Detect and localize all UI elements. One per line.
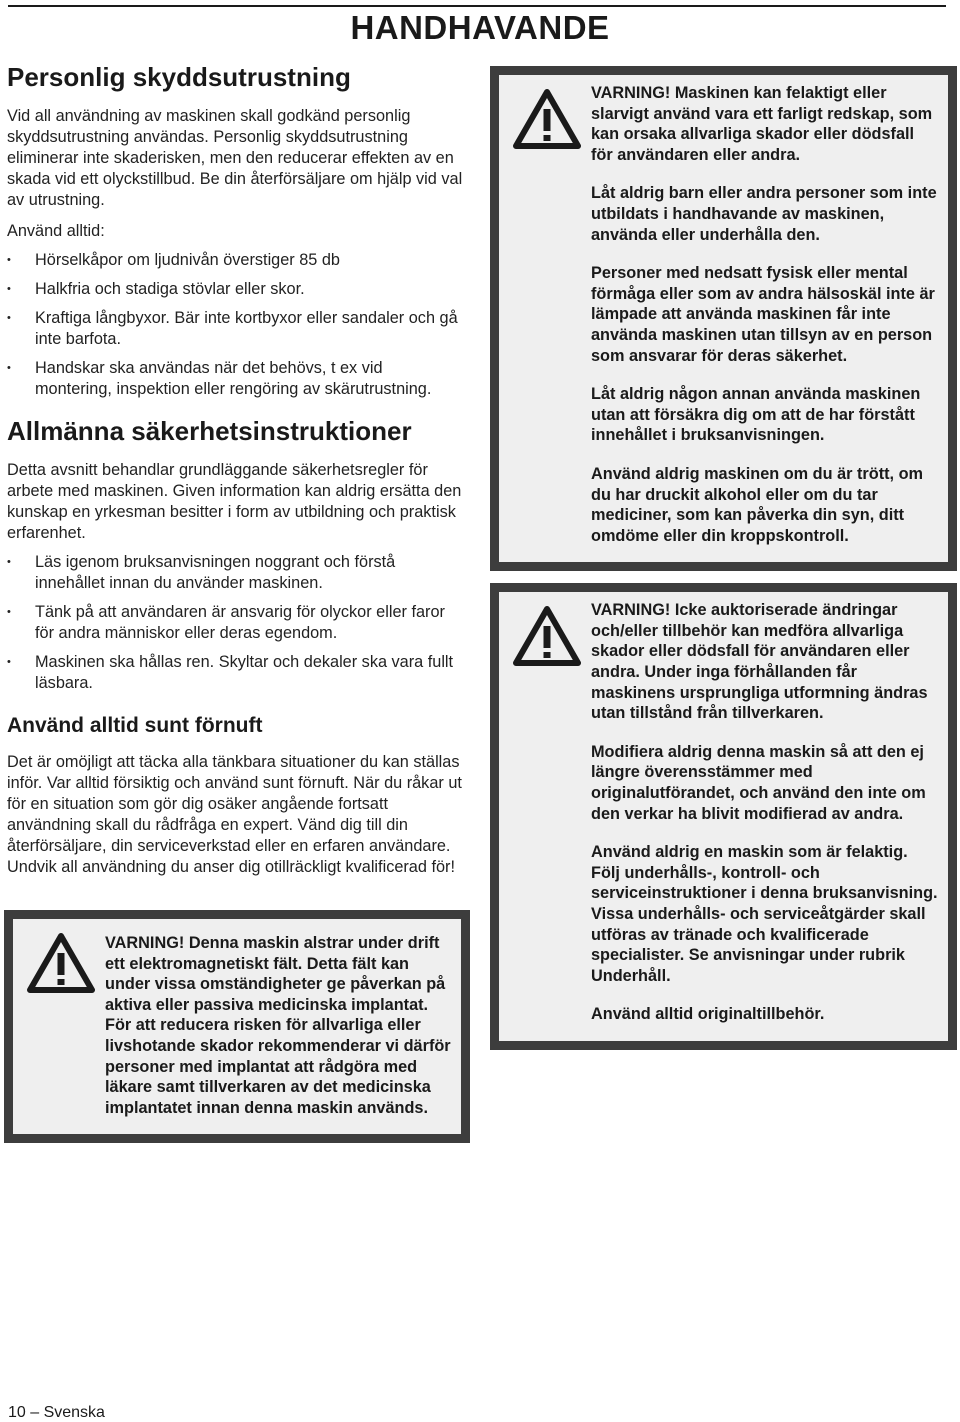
warning-emf-text: VARNING! Denna maskin alstrar under drift ett elektromagnetiskt fält. Detta fält kan under vissa omständigheter ge påverkan på aktiva eller passiva medicinska implantat. För att reducera risken för allvarliga eller livshotande skador rekommenderar vi därför personer med implantat att rådgöra med läkare samt tillverkaren av det medicinska implantatet innan denna maskin används. — [105, 934, 451, 1117]
page-footer: 10 – Svenska — [8, 1404, 105, 1421]
warning-triangle-icon — [27, 933, 95, 993]
warning-triangle-icon — [513, 89, 581, 149]
ppe-list — [7, 250, 463, 400]
general-list-item: • Tänk på att användaren är ansvarig för olyckor eller faror för andra människor eller deras egendom. — [7, 602, 463, 644]
ppe-list-item: • Handskar ska användas när det behövs, t ex vid montering, inspektion eller rengöring av skärutrustning. — [7, 358, 463, 400]
section-header: HANDHAVANDE — [350, 9, 610, 46]
warning-paragraph: Använd aldrig maskinen om du är trött, om du har druckit alkohol eller om du tar mediciner, som kan påverka din syn, ditt omdöme eller din kroppskontroll. — [591, 464, 924, 545]
warning-box-general — [490, 66, 957, 571]
common-sense-heading: Använd alltid sunt förnuft — [7, 714, 263, 737]
general-safety-intro: Detta avsnitt behandlar grundläggande säkerhetsregler för arbete med maskinen. Given information kan aldrig ersätta den kunskap en yrkesman besitter i form av utbildning och praktisk erfarenhet. — [7, 461, 462, 542]
ppe-list-item: • Halkfria och stadiga stövlar eller skor. — [7, 279, 463, 300]
warning-paragraph: Använd alltid originaltillbehör. — [591, 1005, 825, 1024]
warning-paragraph: Låt aldrig någon annan använda maskinen utan att försäkra dig om att de har förstått innehållet i bruksanvisningen. — [591, 385, 921, 445]
ppe-heading: Personlig skyddsutrustning — [7, 62, 351, 92]
general-list-item: • Maskinen ska hållas ren. Skyltar och dekaler ska vara fullt läsbara. — [7, 652, 463, 694]
left-column — [7, 60, 463, 878]
warning-paragraph: Personer med nedsatt fysisk eller mental förmåga eller som av andra hälsoskäl inte är lämpade att använda maskinen får inte använda maskinen utan tillsyn av en person som ansvarar för deras säkerhet. — [591, 264, 935, 365]
common-sense-text: Det är omöjligt att täcka alla tänkbara situationer du kan ställas inför. Var alltid försiktig och använd sunt förnuft. När du råkar ut för en situation som gör dig osäker angående fortsatt användning skall du rådfråga en expert. Vänd dig till din återförsäljare, din serviceverkstad eller en erfaren användare. Undvik all användning du anser dig otillräckligt kvalificerad för! — [7, 753, 462, 876]
ppe-list-item: • Hörselkåpor om ljudnivån överstiger 85 db — [7, 250, 463, 271]
general-safety-list — [7, 552, 463, 694]
general-safety-heading: Allmänna säkerhetsinstruktioner — [7, 416, 412, 446]
general-list-item: • Läs igenom bruksanvisningen noggrant och förstå innehållet innan du använder maskinen. — [7, 552, 463, 594]
warning-paragraph: VARNING! Maskinen kan felaktigt eller slarvigt använd vara ett farligt redskap, som kan orsaka allvarliga skador eller dödsfall för användaren eller andra. — [591, 84, 933, 164]
warning-paragraph: Låt aldrig barn eller andra personer som inte utbildats i handhavande av maskinen, använda eller underhålla den. — [591, 184, 937, 244]
warning-box-modifications — [490, 583, 957, 1050]
warning-paragraph: Modifiera aldrig denna maskin så att den ej längre överensstämmer med originalutförandet, och använd den inte om den verkar ha blivit modifierad av andra. — [591, 742, 926, 823]
warning-triangle-icon — [513, 606, 581, 666]
warning-paragraph: Använd aldrig en maskin som är felaktig. Följ underhålls-, kontroll- och serviceinstruktioner i denna bruksanvisning. Vissa underhålls- och serviceåtgärder skall utföras av tränade och kvalificerade specialister. Se anvisningar under rubrik Underhåll. — [591, 843, 938, 985]
right-column — [490, 66, 957, 1050]
warning-paragraph: VARNING! Icke auktoriserade ändringar och/eller tillbehör kan medföra allvarliga skador eller dödsfall för användaren eller andra. Under inga förhållanden får maskinens ursprungliga utformning ändras utan tillstånd från tillverkaren. — [591, 601, 928, 723]
header-rule — [8, 5, 946, 7]
warning-box-emf — [4, 910, 470, 1143]
always-use-label: Använd alltid: — [7, 222, 105, 240]
ppe-list-item: • Kraftiga långbyxor. Bär inte kortbyxor eller sandaler och gå inte barfota. — [7, 308, 463, 350]
ppe-intro: Vid all användning av maskinen skall godkänd personlig skyddsutrustning användas. Personlig skyddsutrustning eliminerar inte skaderisken, men den reducerar effekten av en skada vid ett olyckstillbud. Be din återförsäljare om hjälp vid val av utrustning. — [7, 107, 463, 209]
